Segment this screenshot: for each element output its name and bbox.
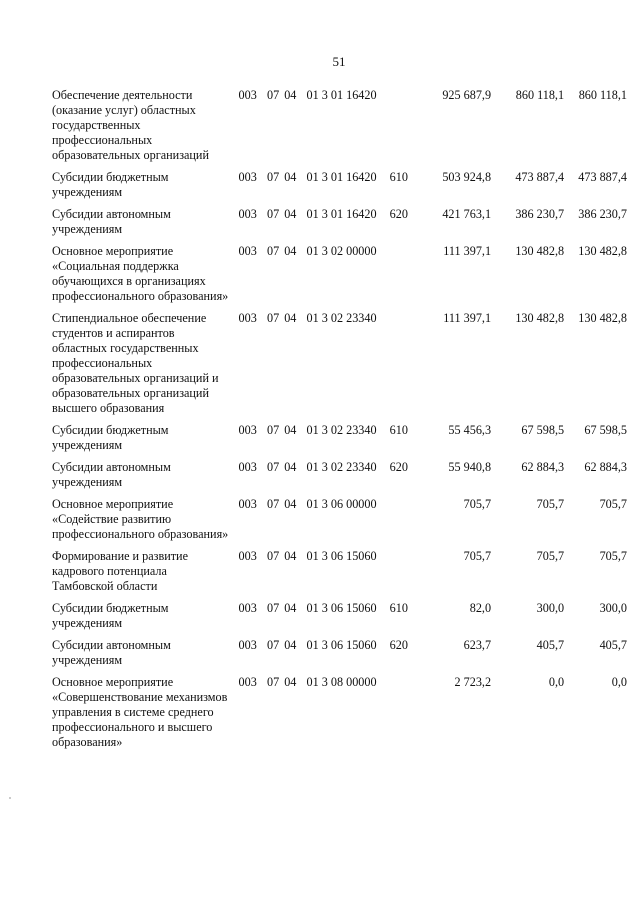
row-expense-type: 620 [389,638,408,652]
row-amount-year-1: 111 397,1 [443,244,492,258]
table-row [52,675,627,757]
row-subsection-code: 04 [284,497,297,511]
row-amount-year-3: 405,7 [599,638,627,652]
row-amount-year-2: 473 887,4 [515,170,565,184]
row-section-code: 07 [266,311,280,325]
row-section-code: 07 [266,549,280,563]
table-row [52,207,627,244]
row-amount-year-1: 503 924,8 [442,170,492,184]
row-expense-type [390,244,418,311]
row-section-code: 07 [266,170,280,184]
row-name: Основное мероприятие «Содействие развитию профессионального образования» [52,497,229,541]
row-target-article: 01 3 02 23340 [306,311,377,325]
table-row [52,170,627,207]
row-name: Основное мероприятие «Социальная поддержка обучающихся в организациях профессионального образования» [52,244,229,303]
scan-artifact-dot [9,797,11,799]
table-row [52,497,627,549]
row-amount-year-1: 82,0 [469,601,492,615]
row-subsection-code: 04 [284,549,297,563]
row-ved-code: 003 [238,244,257,258]
table-row [52,460,627,497]
row-amount-year-3: 705,7 [599,549,627,563]
row-section-code: 07 [266,638,280,652]
row-name: Обеспечение деятельности (оказание услуг) областных государственных профессиональных образовательных организаций [52,88,209,162]
row-amount-year-1: 623,7 [463,638,492,652]
row-amount-year-3: 860 118,1 [578,88,627,102]
row-ved-code: 003 [238,88,257,102]
row-subsection-code: 04 [284,311,297,325]
row-subsection-code: 04 [284,460,297,474]
row-target-article: 01 3 02 00000 [306,244,377,258]
table-row [52,638,627,675]
row-amount-year-1: 2 723,2 [454,675,492,689]
row-target-article: 01 3 06 00000 [306,497,377,511]
row-amount-year-1: 705,7 [463,497,492,511]
table-row [52,88,627,170]
row-expense-type: 610 [389,423,408,437]
row-name: Субсидии автономным учреждениям [52,460,171,489]
row-amount-year-1: 421 763,1 [442,207,492,221]
row-name: Субсидии бюджетным учреждениям [52,601,169,630]
row-expense-type [390,311,418,423]
row-section-code: 07 [266,675,280,689]
row-subsection-code: 04 [284,244,297,258]
row-ved-code: 003 [238,170,257,184]
row-amount-year-2: 130 482,8 [515,311,565,325]
row-subsection-code: 04 [284,170,297,184]
table-row [52,601,627,638]
row-name: Стипендиальное обеспечение студентов и аспирантов областных государственных профессиональных образовательных организаций и образовательных организаций высшего образования [52,311,219,415]
row-amount-year-1: 705,7 [463,549,492,563]
row-amount-year-2: 62 884,3 [521,460,565,474]
row-expense-type: 610 [389,601,408,615]
row-expense-type [390,88,418,170]
row-target-article: 01 3 02 23340 [306,423,377,437]
row-amount-year-3: 473 887,4 [578,170,627,184]
row-section-code: 07 [266,460,280,474]
row-amount-year-2: 0,0 [548,675,565,689]
row-expense-type [390,497,418,549]
row-amount-year-1: 925 687,9 [442,88,492,102]
row-amount-year-3: 386 230,7 [578,207,627,221]
row-name: Основное мероприятие «Совершенствование механизмов управления в системе среднего профессионального и высшего образования» [52,675,228,749]
row-target-article: 01 3 02 23340 [306,460,377,474]
row-name: Субсидии бюджетным учреждениям [52,170,169,199]
row-name: Формирование и развитие кадрового потенциала Тамбовской области [52,549,188,593]
row-amount-year-3: 130 482,8 [578,244,627,258]
row-section-code: 07 [266,88,280,102]
row-section-code: 07 [266,497,280,511]
budget-table [52,88,627,757]
row-amount-year-1: 55 456,3 [448,423,492,437]
row-ved-code: 003 [238,311,257,325]
row-section-code: 07 [266,207,280,221]
row-amount-year-3: 300,0 [599,601,627,615]
row-expense-type [390,549,418,601]
row-expense-type [390,675,418,757]
row-name: Субсидии автономным учреждениям [52,207,171,236]
table-row [52,311,627,423]
row-subsection-code: 04 [284,638,297,652]
page-number: 51 [332,54,346,69]
row-ved-code: 003 [238,460,257,474]
row-amount-year-2: 705,7 [536,549,565,563]
row-amount-year-2: 860 118,1 [515,88,565,102]
row-amount-year-2: 705,7 [536,497,565,511]
row-amount-year-3: 705,7 [599,497,627,511]
row-subsection-code: 04 [284,601,297,615]
row-target-article: 01 3 01 16420 [306,170,377,184]
row-ved-code: 003 [238,601,257,615]
table-row [52,423,627,460]
row-ved-code: 003 [238,549,257,563]
row-ved-code: 003 [238,423,257,437]
row-section-code: 07 [266,423,280,437]
row-amount-year-1: 55 940,8 [448,460,492,474]
row-subsection-code: 04 [284,423,297,437]
row-name: Субсидии автономным учреждениям [52,638,171,667]
table-row [52,549,627,601]
row-subsection-code: 04 [284,675,297,689]
row-subsection-code: 04 [284,88,297,102]
row-target-article: 01 3 01 16420 [306,207,377,221]
row-amount-year-2: 130 482,8 [515,244,565,258]
row-expense-type: 620 [389,460,408,474]
row-subsection-code: 04 [284,207,297,221]
row-amount-year-2: 405,7 [536,638,565,652]
row-target-article: 01 3 06 15060 [306,638,377,652]
row-section-code: 07 [266,244,280,258]
row-expense-type: 610 [389,170,408,184]
row-target-article: 01 3 06 15060 [306,601,377,615]
row-ved-code: 003 [238,497,257,511]
row-target-article: 01 3 08 00000 [306,675,377,689]
row-target-article: 01 3 06 15060 [306,549,377,563]
table-body [52,88,627,757]
row-amount-year-3: 67 598,5 [584,423,627,437]
row-expense-type: 620 [389,207,408,221]
row-ved-code: 003 [238,207,257,221]
row-amount-year-3: 0,0 [611,675,627,689]
row-amount-year-1: 111 397,1 [443,311,492,325]
row-target-article: 01 3 01 16420 [306,88,377,102]
row-amount-year-3: 130 482,8 [578,311,627,325]
row-ved-code: 003 [238,638,257,652]
row-section-code: 07 [266,601,280,615]
row-amount-year-2: 67 598,5 [521,423,565,437]
row-amount-year-2: 300,0 [536,601,565,615]
row-name: Субсидии бюджетным учреждениям [52,423,169,452]
row-amount-year-3: 62 884,3 [584,460,627,474]
row-ved-code: 003 [238,675,257,689]
row-amount-year-2: 386 230,7 [515,207,565,221]
table-row [52,244,627,311]
